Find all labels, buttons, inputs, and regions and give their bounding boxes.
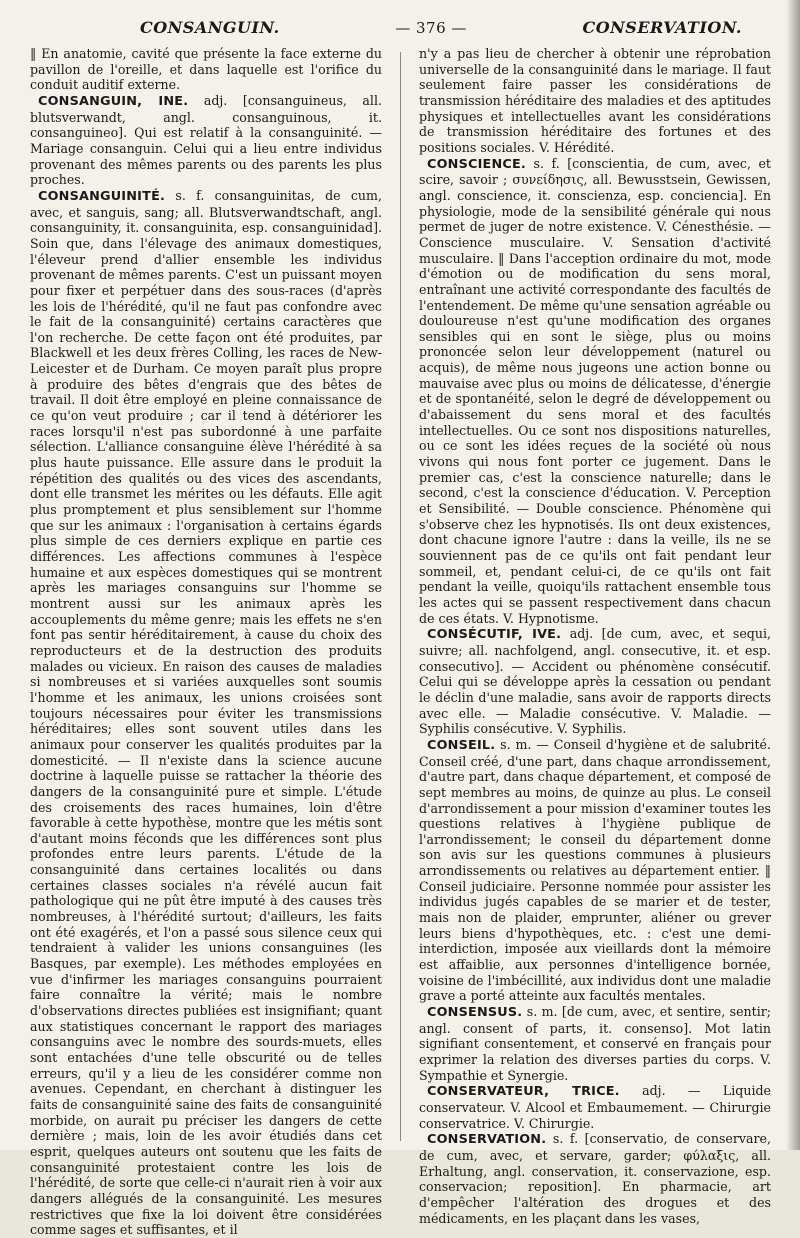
entry-text: adj. [de cum, avec, et sequi, suivre; all. nachfolgend, angl. consecutive, it. et esp. consecutivo]. — Accident ou phénomène consécutif. Celui qui se développe après la cessation ou pendant le déclin d'une maladie, sans avoir de rapports directs avec elle. — Maladie consécutive. V. Maladie. — Syphilis consécutive. V. Syphilis. <box>419 626 771 737</box>
dictionary-entry <box>419 1083 771 1131</box>
dictionary-entry <box>419 46 771 156</box>
dictionary-entry <box>419 1004 771 1083</box>
entry-text: n'y a pas lieu de chercher à obtenir une réprobation universelle de la consanguinité dans le mariage. Il faut seulement faire passer les considérations de transmission héréditaire des maladies et des aptitudes physiques et intellectuelles avant les considérations de transmission héréditaire des fortunes et des positions sociales. V. Hérédité. <box>419 46 771 155</box>
dictionary-entry <box>419 626 771 737</box>
entry-headword: CONSENSUS. <box>427 1005 523 1021</box>
header-right-word: CONSERVATION. <box>582 18 742 37</box>
entry-headword: CONSANGUINITÉ. <box>38 188 166 204</box>
entry-text: adj. — Liquide conservateur. V. Alcool et Embaumement. — Chirurgie conservatrice. V. Chirurgie. <box>419 1083 771 1131</box>
entry-text: s. f. [conservatio, de conservare, de cum, avec, et servare, garder; φύλαξις, all. Erhaltung, angl. conservation, it. conservazione, esp. conservacion; reposition]. En pharmacie, art d'empêcher l'altération des drogues et des médicaments, en les plaçant dans les vases, <box>419 1131 771 1226</box>
entry-headword: CONSÉCUTIF, IVE. <box>427 627 562 643</box>
entry-text: ‖ En anatomie, cavité que présente la face externe du pavillon de l'oreille, et dans laquelle est l'orifice du conduit auditif externe. <box>30 46 382 93</box>
entry-headword: CONSERVATION. <box>427 1132 547 1148</box>
entry-headword: CONSCIENCE. <box>427 156 526 172</box>
dictionary-entry <box>419 156 771 627</box>
dictionary-entry <box>419 1131 771 1226</box>
dictionary-entry <box>419 737 771 1004</box>
entry-headword: CONSEIL. <box>427 737 496 753</box>
entry-headword: CONSANGUIN, INE. <box>38 93 189 109</box>
entry-headword: CONSERVATEUR, TRICE. <box>427 1084 620 1100</box>
page-number: — 376 — <box>395 19 467 37</box>
entry-text: s. f. [conscientia, de cum, avec, et scire, savoir ; συνείδησις, all. Bewusstsein, Gewissen, angl. conscience, it. conscienza, esp. conciencia]. En physiologie, mode de la sensibilité générale qui nous permet de juger de notre existence. V. Cénesthésie. — Conscience musculaire. V. Sensation d'activité musculaire. ‖ Dans l'acception ordinaire du mot, mode d'émotion ou de modification du sens moral, entraînant une activité correspondante des facultés de l'entendement. De même qu'une sensation agréable ou douloureuse n'est qu'une modification des organes sensibles qui en sont le siège, plus ou moins prononcée selon leur développement (naturel ou acquis), de même nous jugeons une action bonne ou mauvaise avec plus ou moins de délicatesse, d'énergie et de spontanéité, selon le degré de développement ou d'abaissement du sens moral et des facultés intellectuelles. Ou ce sont nos dispositions naturelles, ou ce sont les idées reçues de la société où nous vivons qui nous font porter ce jugement. Dans le premier cas, c'est la conscience naturelle; dans le second, c'est la conscience d'éducation. V. Perception et Sensibilité. — Double conscience. Phénomène qui s'observe chez les hypnotisés. Ils ont deux existences, dont chacune ignore l'autre : dans la veille, ils ne se souviennent pas de ce qu'ils ont fait pendant leur sommeil, et, pendant celui-ci, de ce qu'ils ont fait pendant la veille, quoiqu'ils rattachent ensemble tous les actes qui se passent respectivement dans chacun de ces états. V. Hypnotisme. <box>419 155 771 626</box>
text-columns <box>30 46 782 1238</box>
entry-text: s. m. — Conseil d'hygiène et de salubrité. Conseil créé, d'une part, dans chaque arrondissement, d'autre part, dans chaque département, et composé de sept membres au moins, de quinze au plus. Le conseil d'arrondissement a pour mission d'examiner toutes les questions relatives à l'hygiène publique de l'arrondissement; le conseil du département donne son avis sur les questions communes à plusieurs arrondissements ou relatives au département entier. ‖ Conseil judiciaire. Personne nommée pour assister les individus jugés capables de se marier et de tester, mais non de plaider, emprunter, aliéner ou grever leurs biens d'hypothèques, etc. : c'est une demi-interdiction, imposée aux vieillards dont la mémoire est affaiblie, aux personnes d'intelligence bornée, voisine de l'imbécillité, aux individus dont une maladie grave a porté atteinte aux facultés mentales. <box>419 736 771 1004</box>
dictionary-entry <box>30 46 382 93</box>
entry-text: s. f. consanguinitas, de cum, avec, et sanguis, sang; all. Blutsverwandtschaft, angl. consanguinity, it. consanguinita, esp. consanguinidad]. Soin que, dans l'élevage des animaux domestiques, l'éleveur prend d'allier ensemble les individus provenant de mêmes parents. C'est un puissant moyen pour fixer et perpétuer dans des sous-races (d'après les lois de l'hérédité, qu'il ne faut pas confondre avec le fait de la consanguinité) certains caractères que l'on recherche. De cette façon ont été produites, par Blackwell et les deux frères Colling, les races de New-Leicester et de Durham. Ce moyen paraît plus propre à produire des bêtes d'engrais que des bêtes de travail. Il doit être employé en pleine connaissance de ce qu'on veut produire ; car il tend à détériorer les races lorsqu'il n'est pas subordonné à une parfaite sélection. L'alliance consanguine élève l'hérédité à sa plus haute puissance. Elle assure dans le produit la répétition des qualités ou des vices des ascendants, dont elle transmet les mérites ou les défauts. Elle agit plus promptement et plus sensiblement sur l'homme que sur les animaux : l'organisation à certains égards plus simple de ces derniers explique en partie ces différences. Les affections communes à l'espèce humaine et aux espèces domestiques qui se montrent après les mariages consanguins sur l'homme se montrent aussi sur les animaux après les accouplements du même genre; mais les effets ne s'en font pas sentir héréditairement, à cause du choix des reproducteurs et de la destruction des produits malades ou vicieux. En raison des causes de maladies si nombreuses et si variées auxquelles sont soumis l'homme et les animaux, les unions croisées sont toujours nécessaires pour éviter les transmissions héréditaires; elles sont souvent utiles dans les animaux pour conserver les qualités produites par la domesticité. — Il n'existe dans la science aucune doctrine à laquelle puisse se rattacher la théorie des dangers de la consanguinité pure et simple. L'étude des croisements des races humaines, loin d'être favorable à cette hypothèse, montre que les métis sont d'autant moins féconds que les différences sont plus profondes entre leurs parents. L'étude de la consanguinité dans certaines localités ou dans certaines classes sociales n'a révélé aucun fait pathologique qui ne pût être imputé à des causes très nombreuses, à l'hérédité surtout; d'ailleurs, les faits ont été exagérés, et l'on a passé sous silence ceux qui tendraient à valider les unions consanguines (les Basques, par exemple). Les méthodes employées en vue d'infirmer les mariages consanguins pourraient faire connaître la vérité; mais le nombre d'observations directes publiées est insignifiant; quant aux statistiques concernant le rapport des mariages consanguins avec le nombre des sourds-muets, elles sont entachées d'une telle obscurité ou de telles erreurs, qu'il y a lieu de les considérer comme non avenues. Cependant, en cherchant à distinguer les faits de consanguinité saine des faits de consanguinité morbide, on aurait pu préciser les dangers de cette dernière ; mais, loin de les avoir étudiés dans cet esprit, quelques auteurs ont soutenu que les faits de consanguinité protestaient contre les lois de l'hérédité, de sorte que celle-ci n'aurait rien à voir aux dangers allégués de la consanguinité. Les mesures restrictives que fixe la loi doivent être considérées comme sages et suffisantes, et il <box>30 187 382 1238</box>
running-head <box>30 18 782 46</box>
entry-text: adj. [consanguineus, all. blutsverwandt, angl. consanguinous, it. consanguineo]. Qui est relatif à la consanguinité. — Mariage consanguin. Celui qui a lieu entre individus provenant des mêmes parents ou des parents les plus proches. <box>30 92 382 188</box>
dictionary-entry <box>30 93 382 188</box>
dictionary-entry <box>30 188 382 1238</box>
page-edge-shadow <box>786 0 800 1150</box>
header-left-word: CONSANGUIN. <box>140 18 280 37</box>
right-column <box>419 46 771 1226</box>
column-rule <box>400 52 401 1141</box>
left-column <box>30 46 382 1238</box>
entry-text: s. m. [de cum, avec, et sentire, sentir; angl. consent of parts, it. consenso]. Mot latin signifiant consentement, et conservé en français pour exprimer la relation des diverses parties du corps. V. Sympathie et Synergie. <box>419 1004 771 1083</box>
